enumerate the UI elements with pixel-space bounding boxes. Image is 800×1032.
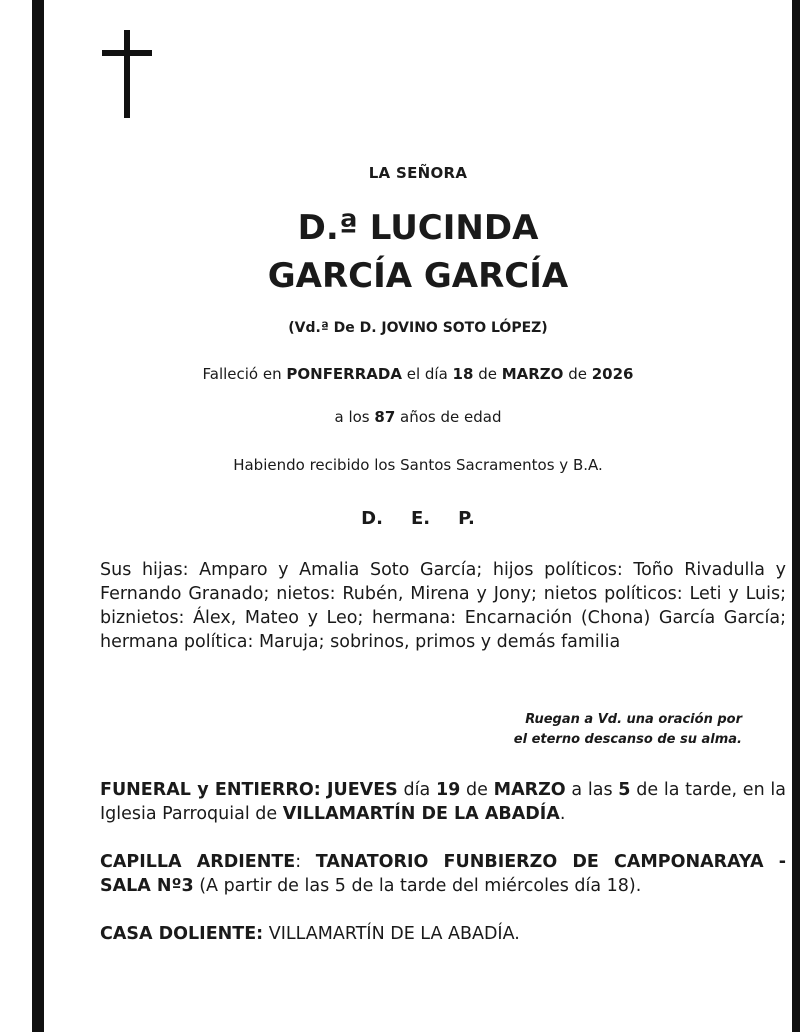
dep-initials: D. E. P. (361, 508, 475, 529)
death-line: Falleció en PONFERRADA el día 18 de MARZO de 2026 (202, 365, 634, 383)
deceased-name-line2: GARCÍA GARCÍA (267, 256, 569, 296)
deceased-name-line1: D.ª LUCINDA (297, 208, 539, 248)
age-line: a los 87 años de edad (334, 408, 502, 426)
prayer-request: Ruegan a Vd. una oración por el eterno descanso de su alma. (513, 712, 742, 747)
obituary-page (44, 0, 792, 1032)
title-label: LA SEÑORA (368, 164, 468, 182)
chapel-info: CAPILLA ARDIENTE: TANATORIO FUNBIERZO DE CAMPONARAYA - SALA Nº3 (A partir de las 5 de la tarde del miércoles día 18). (100, 852, 786, 896)
family-paragraph: Sus hijas: Amparo y Amalia Soto García; hijos políticos: Toño Rivadulla y Fernando Granado; nietos: Rubén, Mirena y Jony; nietos políticos: Leti y Luis; biznietos: Álex, Mateo y Leo; hermana: Encarnación (Chona) García García; hermana política: Maruja; sobrinos, primos y demás familia (100, 560, 786, 652)
right-border (792, 0, 800, 1032)
sacraments-line: Habiendo recibido los Santos Sacramentos y B.A. (233, 456, 603, 474)
widow-note: (Vd.ª De D. JOVINO SOTO LÓPEZ) (288, 320, 548, 336)
house-info: CASA DOLIENTE: VILLAMARTÍN DE LA ABADÍA. (100, 924, 520, 944)
funeral-info: FUNERAL y ENTIERRO: JUEVES día 19 de MARZO a las 5 de la tarde, en la Iglesia Parroquial de VILLAMARTÍN DE LA ABADÍA. (100, 780, 786, 824)
left-border (32, 0, 44, 1032)
cross-icon (102, 30, 152, 120)
